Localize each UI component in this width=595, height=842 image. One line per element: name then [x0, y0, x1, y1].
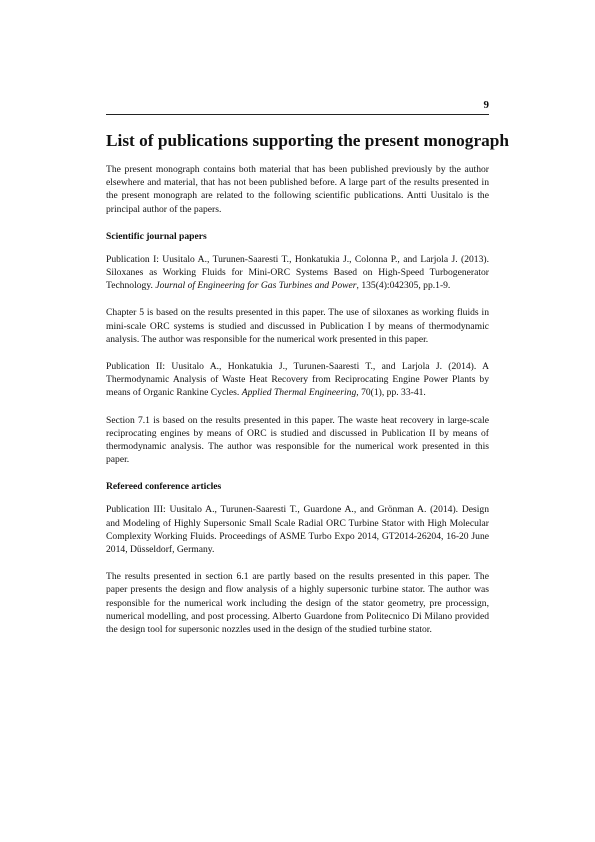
citation-details: , 70(1), pp. 33-41.: [356, 387, 426, 399]
journal-name: Journal of Engineering for Gas Turbines and Power: [155, 280, 357, 292]
header-rule: [106, 114, 489, 115]
citation-text: Publication II: Uusitalo A., Honkatukia J., Turunen-Saaresti T., and Larjola J. (2014). A Thermodynamic Analysis of Waste Heat Recovery from Reciprocating Engine Power Plants by means of Organic Rankine Cycles.: [106, 361, 489, 399]
journal-name: Applied Thermal Engineering: [241, 387, 357, 399]
publication-citation-1: [106, 253, 489, 293]
section-heading-journal-papers: Scientific journal papers: [106, 230, 207, 242]
publication-citation-3: [106, 503, 489, 556]
citation-text: Publication I: Uusitalo A., Turunen-Saaresti T., Honkatukia J., Colonna P., and Larjola J. (2013). Siloxanes as Working Fluids for Mini-ORC Systems Based on High-Speed Turbogenerator Technology.: [106, 253, 489, 292]
publication-citation-2: [106, 360, 489, 400]
intro-paragraph: The present monograph contains both material that has been published previously by the author elsewhere and material, that has not been published before. A large part of the results presented in the present monograph are related to the following scientific publications. Antti Uusitalo is the principal author of the papers.: [106, 164, 489, 215]
page-title: List of publications supporting the present monograph: [106, 131, 509, 150]
page-content: [106, 130, 509, 650]
citation-text: Publication III: Uusitalo A., Turunen-Saaresti T., Guardone A., and Grönman A. (2014). Design and Modeling of Highly Supersonic Small Scale Radial ORC Turbine Stator with High Molecular Complexity Working Fluids. Proceedings of ASME Turbo Expo 2014, GT2014-26204, 16-20 June 2014, Düsseldorf, Germany.: [106, 504, 489, 556]
publication-note-1: Chapter 5 is based on the results presented in this paper. The use of siloxanes as working fluids in mini-scale ORC systems is studied and discussed in Publication I by means of thermodynamic analysis. The author was responsible for the numerical work presented in this paper.: [106, 307, 489, 345]
section-heading-conference-articles: Refereed conference articles: [106, 481, 222, 493]
publication-note-3: The results presented in section 6.1 are partly based on the results presented in this paper. The paper presents the design and flow analysis of a highly supersonic turbine stator. The author was responsible for the numerical work including the design of the stator geometry, pre processign, numerical modelling, and post processing. Alberto Guardone from Politecnico Di Milano provided the design tool for supersonic nozzles used in the design of the studied turbine stator.: [106, 571, 489, 636]
publication-note-2: Section 7.1 is based on the results presented in this paper. The waste heat recovery in large-scale reciprocating engines by means of ORC is studied and discussed in Publication II by means of thermodynamic analysis. The author was responsible for the numerical work presented in this paper.: [106, 414, 489, 466]
citation-details: , 135(4):042305, pp.1-9.: [356, 280, 451, 292]
page-number: 9: [483, 99, 489, 111]
